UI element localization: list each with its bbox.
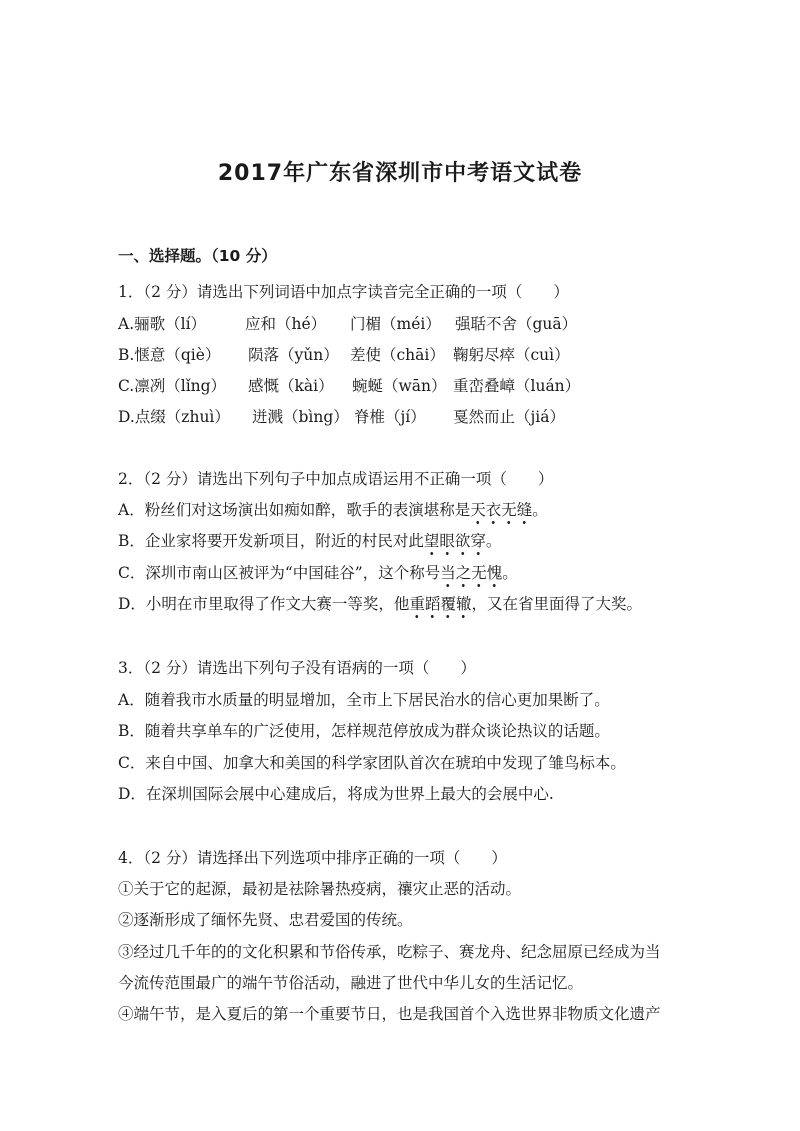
q2-stem: 2．（2 分）请选出下列句子中加点成语运用不正确一项（ ）: [118, 470, 554, 488]
dotted-idiom: 天衣无缝: [470, 501, 532, 525]
q3-option-d: D．在深圳国际会展中心建成后，将成为世界上最大的会展中心.: [118, 785, 554, 803]
option-text-end: 。: [532, 501, 548, 519]
q2-option-b: [118, 529, 501, 551]
q1-row-c-item-2: 感慨（kài）: [248, 377, 334, 395]
option-text: A．粉丝们对这场演出如痴如醉，歌手的表演堪称是: [118, 501, 471, 519]
q3-option-c: C．来自中国、加拿大和美国的科学家团队首次在琥珀中发现了雏鸟标本。: [118, 754, 626, 772]
q2-option-d: [118, 592, 642, 614]
q1-row-d-item-2: 迸溅（bìng）: [252, 408, 349, 426]
option-text: B．企业家将要开发新项目，附近的村民对此: [118, 532, 424, 550]
dotted-idiom: 重蹈覆辙: [409, 595, 471, 619]
option-text-end: ，又在省里面得了大奖。: [471, 595, 642, 613]
q2-option-c: [118, 561, 518, 583]
q1-row-c-item-4: 重峦叠嶂（luán）: [453, 377, 581, 395]
option-text: D．小明在市里取得了作文大赛一等奖，他: [118, 595, 410, 613]
q1-row-b-item-4: 鞠躬尽瘁（cuì）: [453, 346, 570, 364]
q4-line-4: 今流传范围最广的端午节俗活动，融进了世代中华儿女的生活记忆。: [118, 974, 584, 992]
q4-stem: 4．（2 分）请选择出下列选项中排序正确的一项（ ）: [118, 849, 507, 867]
q3-option-a: A．随着我市水质量的明显增加，全市上下居民治水的信心更加果断了。: [118, 691, 610, 709]
q4-line-5: ④端午节，是入夏后的第一个重要节日，也是我国首个入选世界非物质文化遗产: [118, 1005, 661, 1023]
q1-row-a-item-4: 强聒不舍（guā）: [455, 315, 578, 333]
dotted-idiom: 当之无愧: [440, 564, 502, 588]
option-text-end: 。: [485, 532, 502, 550]
option-text-end: 。: [502, 564, 518, 582]
q1-row-a-item-3: 门楣（méi）: [350, 315, 441, 333]
q1-row-d-item-4: 戛然而止（jiá）: [453, 408, 566, 426]
q3-stem: 3．（2 分）请选出下列句子没有语病的一项（ ）: [118, 659, 476, 677]
q1-stem: 1．（2 分）请选出下列词语中加点字读音完全正确的一项（ ）: [118, 283, 569, 301]
q1-row-d-item-3: 脊椎（jí）: [354, 408, 426, 426]
q4-line-2: ②逐渐形成了缅怀先贤、忠君爱国的传统。: [118, 911, 413, 929]
dotted-idiom: 望眼欲穿: [424, 532, 486, 556]
q1-row-b-item-2: 陨落（yǔn）: [248, 346, 339, 364]
q1-row-c-item-1: C.凛冽（lǐng）: [118, 377, 227, 395]
q1-row-d-item-1: D.点缀（zhuì）: [118, 408, 230, 426]
q1-row-b-item-1: B.惬意（qiè）: [118, 346, 221, 364]
q1-row-a-item-1: A.骊歌（lí）: [118, 315, 207, 333]
q3-option-b: B．随着共享单车的广泛使用，怎样规范停放成为群众谈论热议的话题。: [118, 722, 610, 740]
q4-line-1: ①关于它的起源，最初是祛除暑热疫病，禳灾止恶的活动。: [118, 880, 522, 898]
section-heading: 一、选择题。（10 分）: [118, 247, 277, 265]
option-text: C．深圳市南山区被评为“中国硅谷”，这个称号: [118, 564, 441, 582]
q1-row-b-item-3: 差使（chāi）: [350, 346, 445, 364]
q4-line-3: ③经过几千年的的文化积累和节俗传承，吃粽子、赛龙舟、纪念屈原已经成为当: [118, 943, 661, 961]
q1-row-a-item-2: 应和（hé）: [245, 315, 327, 333]
q1-row-c-item-3: 蜿蜒（wān）: [352, 377, 447, 395]
exam-title: 2017年广东省深圳市中考语文试卷: [217, 161, 583, 186]
q2-option-a: [118, 498, 548, 520]
